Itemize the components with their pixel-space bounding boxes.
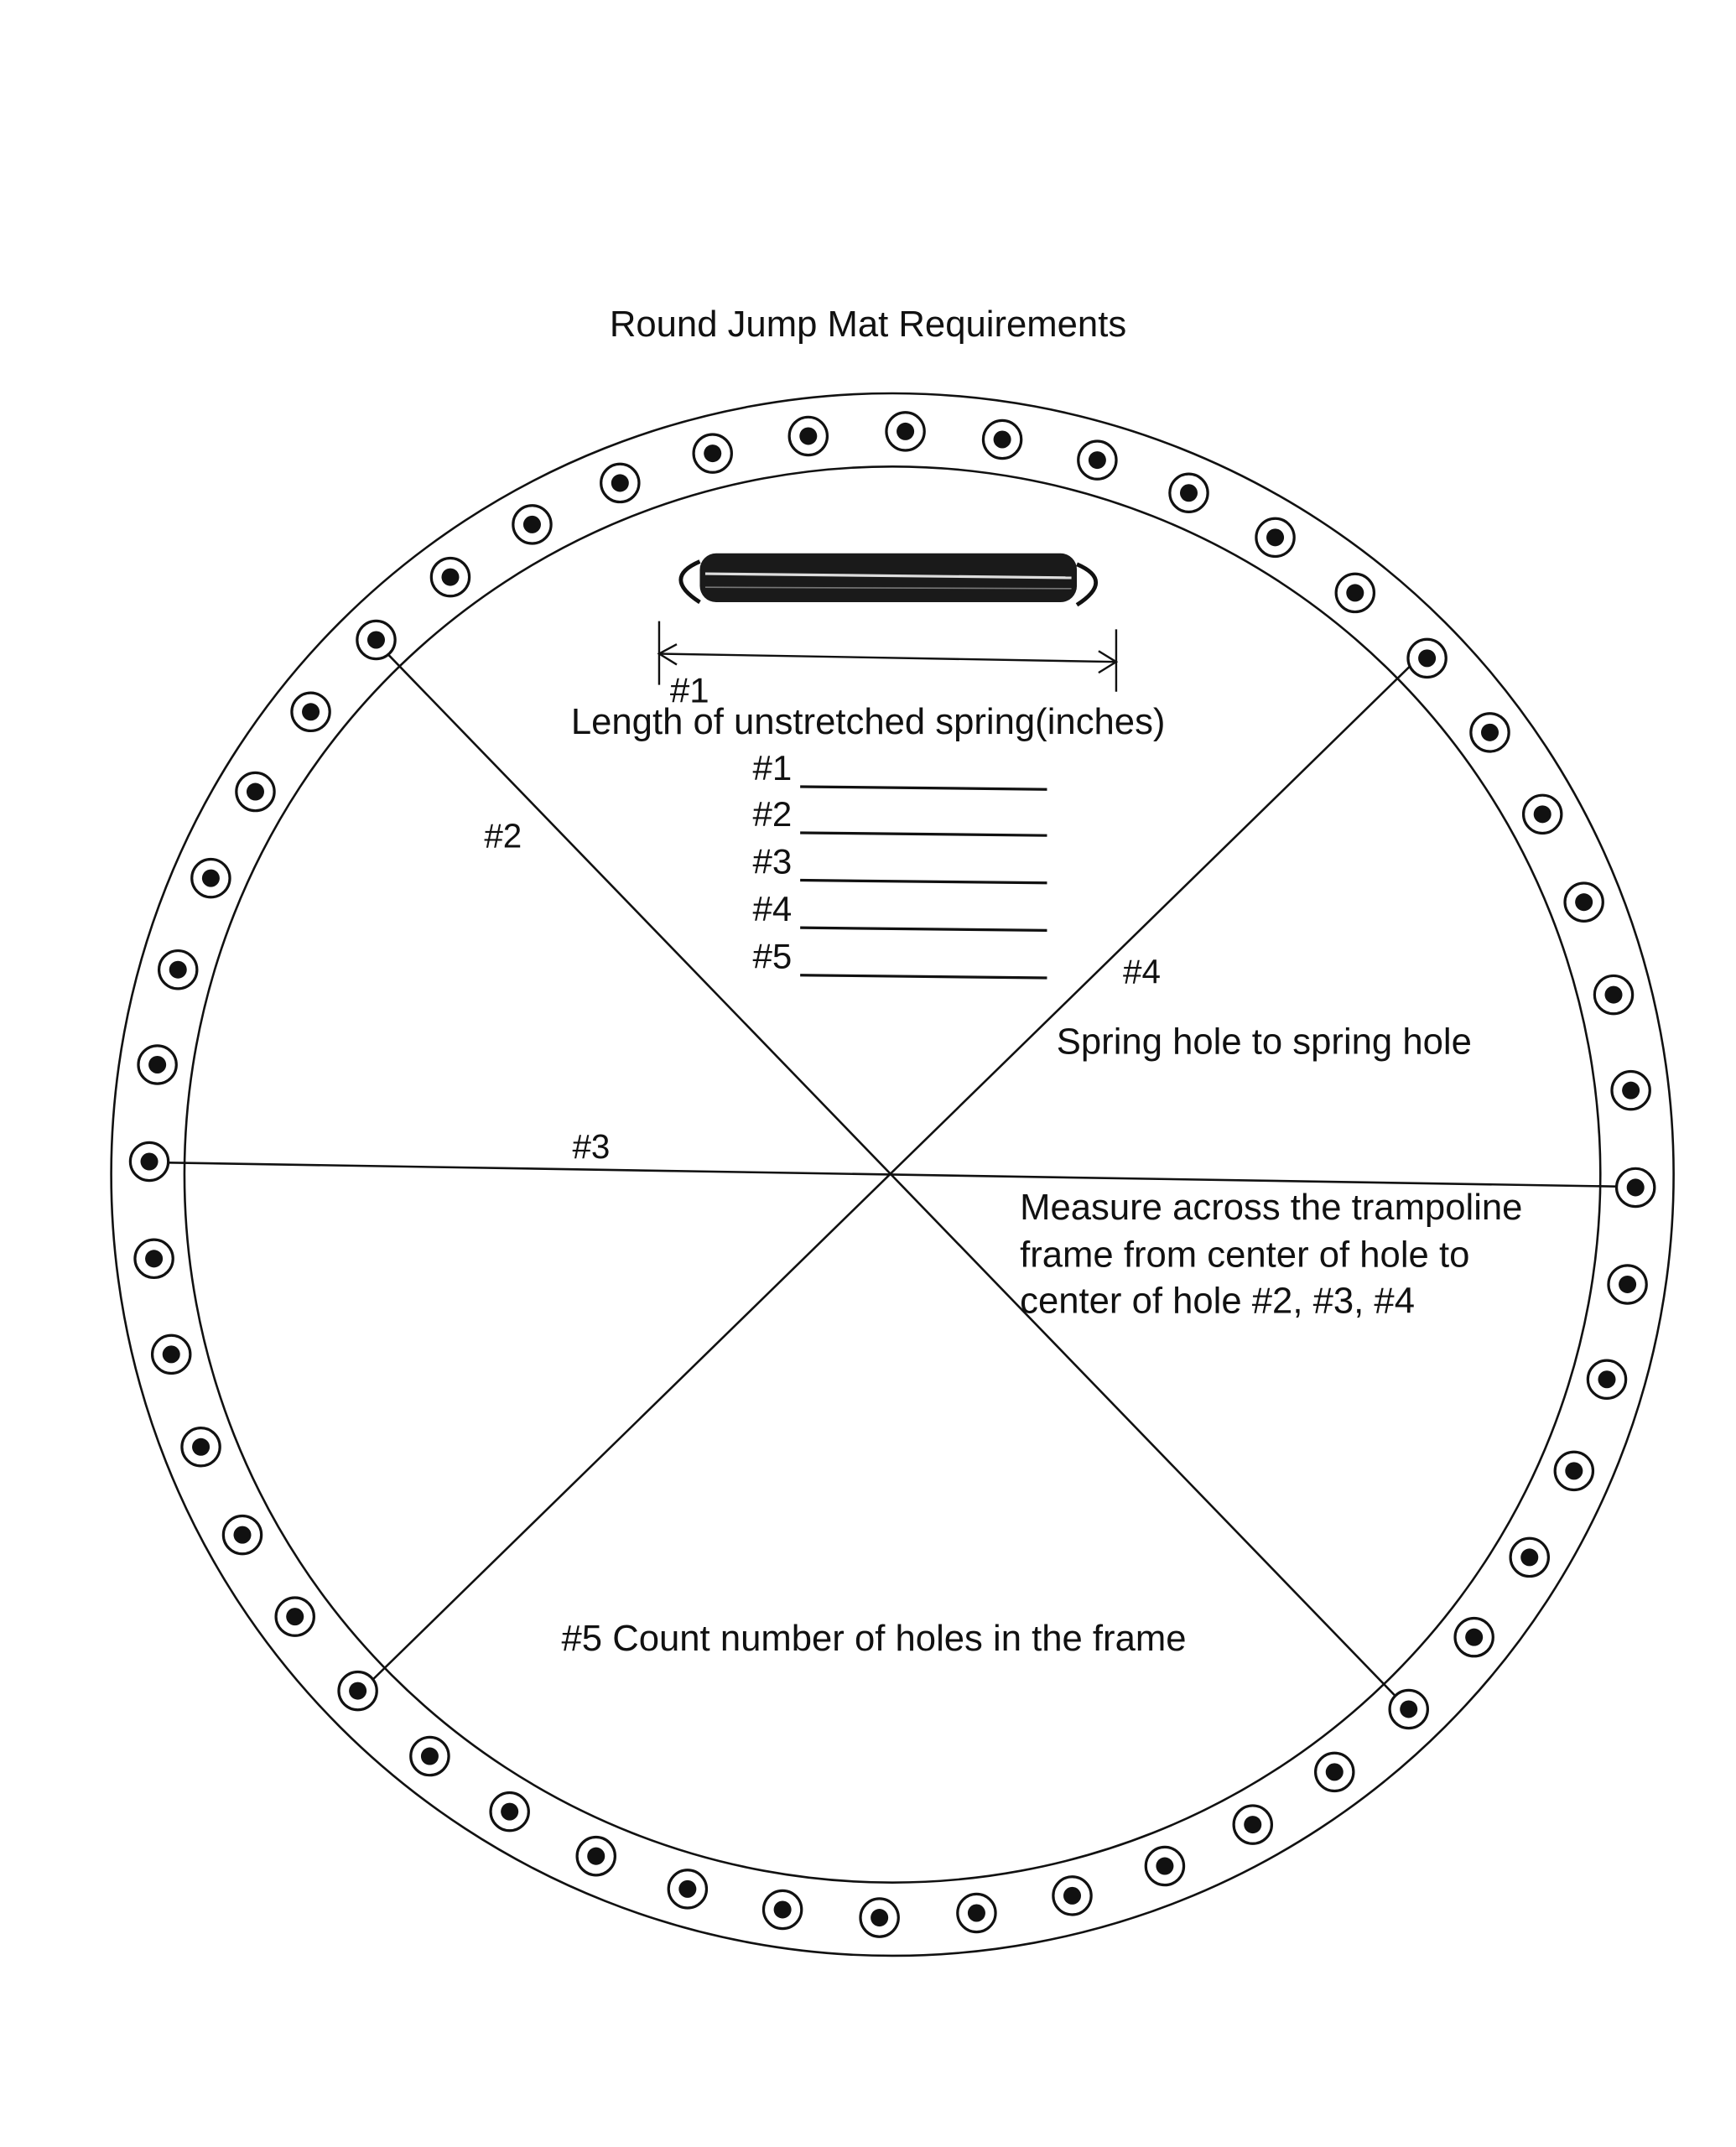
- spring-dimension-arrow: [659, 621, 1116, 692]
- spring-hole-icon: [276, 1598, 314, 1635]
- spring-hole-icon: [763, 1890, 801, 1928]
- count-holes-text: #5 Count number of holes in the frame: [561, 1618, 1187, 1660]
- spring-hole-icon: [182, 1428, 220, 1466]
- spring-hole-icon: [694, 434, 731, 472]
- spring-hole-icon: [292, 693, 330, 730]
- answer-field-5[interactable]: [800, 975, 1047, 978]
- label-2: #2: [484, 816, 522, 855]
- spring-hole-icon: [1316, 1753, 1354, 1791]
- spring-hole-icon: [1588, 1360, 1625, 1398]
- spring-hole-icon: [1555, 1452, 1593, 1489]
- spring-hole-icon: [668, 1870, 706, 1908]
- answer-field-1[interactable]: [800, 787, 1047, 789]
- answer-field-2[interactable]: [800, 833, 1047, 835]
- answer-field-4[interactable]: [800, 928, 1047, 930]
- measure-line-2: [374, 640, 1411, 1712]
- spring-hole-icon: [153, 1335, 190, 1373]
- spring-hole-icon: [491, 1792, 528, 1830]
- spring-hole-icon: [1455, 1619, 1493, 1656]
- answer-label-4: #4: [752, 889, 793, 929]
- spring-hole-icon: [983, 420, 1021, 458]
- spring-hole-icon: [1336, 574, 1374, 611]
- spring-hole-icon: [431, 558, 469, 595]
- spring-hole-icon: [1609, 1266, 1646, 1303]
- spring-hole-icon: [236, 772, 274, 810]
- spring-hole-icon: [159, 951, 197, 989]
- spring-icon: [681, 554, 1096, 605]
- spring-hole-icon: [601, 464, 639, 502]
- dimension-label-1: #1: [669, 670, 709, 710]
- spring-hole-icon: [886, 413, 924, 450]
- spring-hole-icon: [1234, 1806, 1271, 1843]
- measure-text-2: frame from center of hole to: [1020, 1234, 1470, 1276]
- spring-hole-icon: [1256, 518, 1294, 556]
- label-4: #4: [1123, 952, 1161, 991]
- spring-hole-icon: [130, 1142, 168, 1180]
- spring-hole-icon: [1170, 474, 1208, 512]
- spring-hole-icon: [1471, 714, 1509, 751]
- spring-hole-icon: [411, 1737, 449, 1775]
- spring-hole-icon: [958, 1894, 995, 1931]
- spring-hole-icon: [223, 1515, 261, 1553]
- spring-hole-icon: [513, 506, 551, 543]
- answer-label-2: #2: [752, 793, 793, 834]
- answer-field-3[interactable]: [800, 881, 1047, 883]
- spring-hole-icon: [1390, 1690, 1427, 1728]
- spring-hole-icon: [1565, 883, 1603, 921]
- spring-caption: Length of unstretched spring(inches): [570, 700, 1166, 742]
- answer-lines: [753, 748, 1047, 978]
- spring-hole-icon: [138, 1046, 176, 1084]
- spring-hole-icon: [1524, 795, 1562, 833]
- measure-text-3: center of hole #2, #3, #4: [1020, 1280, 1415, 1322]
- answer-label-1: #1: [752, 747, 793, 788]
- spring-hole-icon: [192, 859, 230, 897]
- spring-hole-icon: [1510, 1538, 1548, 1576]
- label-3: #3: [572, 1127, 611, 1167]
- spring-hole-icon: [1146, 1847, 1183, 1884]
- spring-hole-icon: [1617, 1168, 1655, 1206]
- spring-hole-icon: [1594, 975, 1632, 1013]
- spring-hole-icon: [135, 1240, 173, 1277]
- answer-label-5: #5: [752, 936, 793, 976]
- spring-hole-icon: [577, 1838, 615, 1875]
- spring-hole-icon: [1408, 639, 1446, 677]
- spring-hole-icon: [339, 1671, 377, 1709]
- page-title: Round Jump Mat Requirements: [609, 304, 1127, 346]
- spring-hole-icon: [1079, 441, 1116, 479]
- spring-hole-icon: [1612, 1072, 1650, 1110]
- spring-hole-icon: [789, 417, 827, 455]
- spring-hole-icon: [860, 1899, 898, 1936]
- answer-label-3: #3: [752, 841, 793, 881]
- spring-hole-icon: [357, 621, 395, 658]
- spring-hole-text: Spring hole to spring hole: [1056, 1021, 1472, 1063]
- measure-text-1: Measure across the trampoline: [1020, 1186, 1523, 1228]
- measure-line-4: [360, 657, 1421, 1693]
- spring-hole-icon: [1053, 1877, 1091, 1915]
